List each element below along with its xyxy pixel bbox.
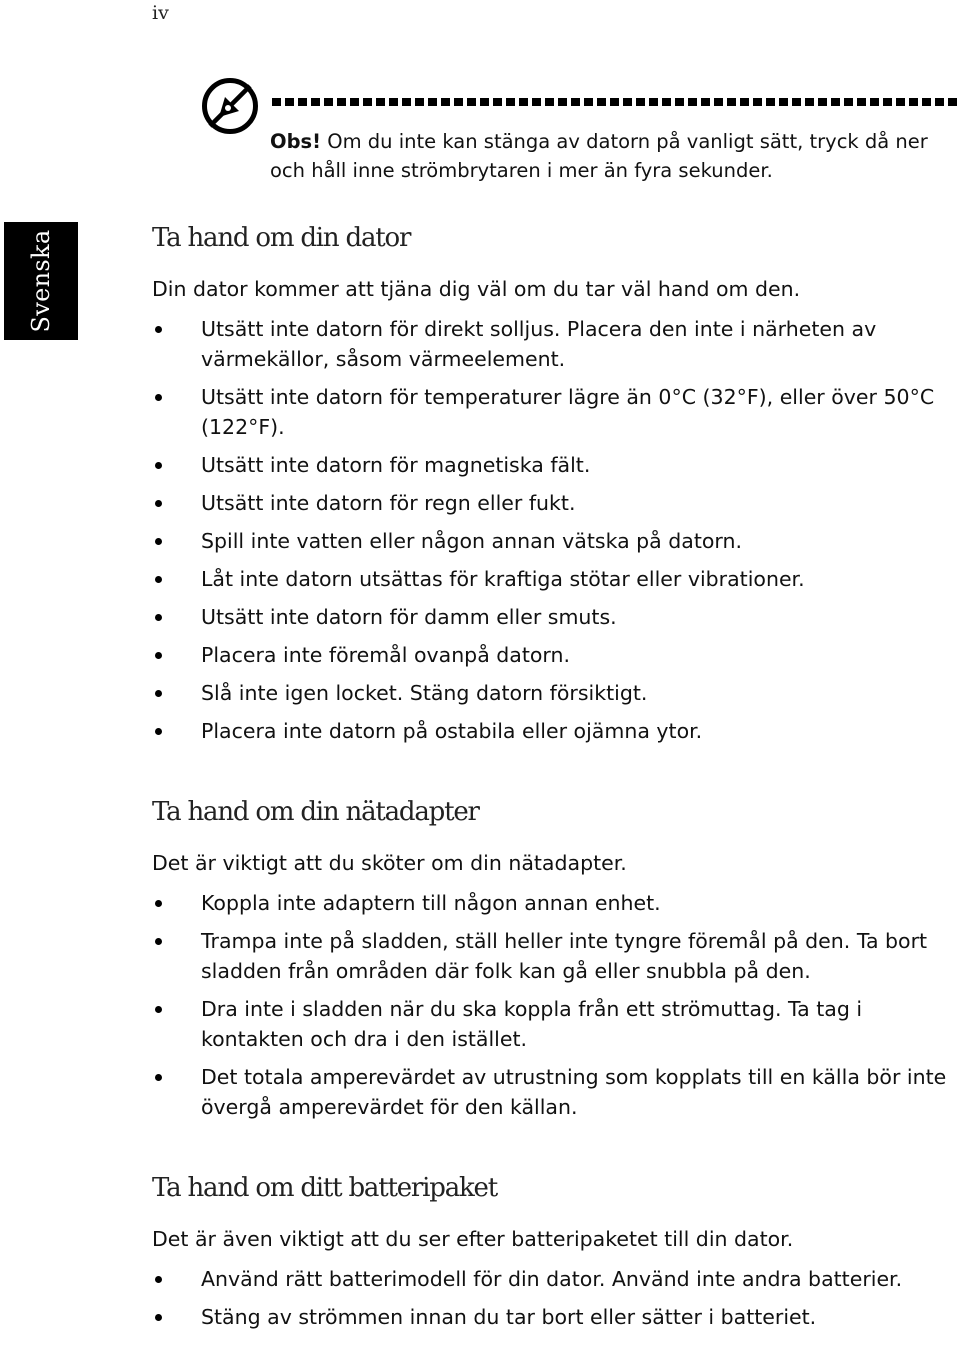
section-computer-care (152, 216, 958, 746)
list-item (152, 526, 958, 556)
list-item (152, 602, 958, 632)
bullet-icon (155, 1074, 162, 1081)
list-item-text: Spill inte vatten eller någon annan vätska på datorn. (201, 529, 742, 553)
bullet-icon (155, 1276, 162, 1283)
section-heading: Ta hand om din dator (152, 223, 411, 253)
list-item-text: Slå inte igen locket. Stäng datorn försiktigt. (201, 681, 648, 705)
list-item (152, 926, 958, 986)
list-item (152, 716, 958, 746)
bullet-icon (155, 1006, 162, 1013)
note-text (270, 127, 950, 185)
list-item (152, 1264, 958, 1294)
section-heading: Ta hand om din nätadapter (152, 797, 479, 827)
bullet-icon (155, 614, 162, 621)
bullet-icon (155, 576, 162, 583)
section-battery-care (152, 1166, 958, 1332)
bullet-icon (155, 938, 162, 945)
bullet-icon (155, 1314, 162, 1321)
bullet-icon (155, 462, 162, 469)
section-intro: Det är viktigt att du sköter om din nätadapter. (152, 851, 627, 875)
list-item-text: Trampa inte på sladden, ställ heller inte tyngre föremål på den. Ta bort sladden från områden där folk kan gå eller snubbla på den. (201, 929, 928, 983)
list-item-text: Det totala amperevärdet av utrustning som kopplats till en källa bör inte övergå amperevärdet för den källan. (201, 1065, 947, 1119)
section-heading: Ta hand om ditt batteripaket (152, 1173, 497, 1203)
bullet-icon (155, 326, 162, 333)
list-item-text: Utsätt inte datorn för temperaturer lägre än 0°C (32°F), eller över 50°C (122°F). (201, 385, 935, 439)
list-item (152, 488, 958, 518)
list-item-text: Placera inte föremål ovanpå datorn. (201, 643, 571, 667)
list-item-text: Utsätt inte datorn för direkt solljus. Placera den inte i närheten av värmekällor, såsom värmeelement. (201, 317, 877, 371)
page-number: iv (152, 2, 169, 24)
list-item (152, 314, 958, 374)
list-item-text: Utsätt inte datorn för regn eller fukt. (201, 491, 576, 515)
language-side-tab (4, 222, 78, 340)
list-item (152, 888, 958, 918)
note-body: Om du inte kan stänga av datorn på vanligt sätt, tryck då ner och håll inne strömbrytaren i mer än fyra sekunder. (270, 130, 928, 182)
list-item (152, 678, 958, 708)
list-item-text: Utsätt inte datorn för magnetiska fält. (201, 453, 591, 477)
list-item (152, 382, 958, 442)
page-content (152, 216, 958, 1368)
list-item (152, 1302, 958, 1332)
list-item-text: Använd rätt batterimodell för din dator. Använd inte andra batterier. (201, 1267, 903, 1291)
section-intro: Din dator kommer att tjäna dig väl om du tar väl hand om den. (152, 277, 801, 301)
bullet-icon (155, 728, 162, 735)
bullet-icon (155, 652, 162, 659)
list-item (152, 564, 958, 594)
bullet-icon (155, 394, 162, 401)
bullet-list (152, 314, 958, 746)
bullet-icon (155, 538, 162, 545)
list-item (152, 994, 958, 1054)
bullet-list (152, 1264, 958, 1332)
bullet-list (152, 888, 958, 1122)
list-item-text: Låt inte datorn utsättas för kraftiga stötar eller vibrationer. (201, 567, 805, 591)
section-adapter-care (152, 790, 958, 1122)
note-label: Obs! (270, 130, 322, 153)
language-tab-label: Svenska (27, 229, 55, 333)
bullet-icon (155, 500, 162, 507)
bullet-icon (155, 900, 162, 907)
list-item (152, 640, 958, 670)
list-item-text: Dra inte i sladden när du ska koppla från ett strömuttag. Ta tag i kontakten och dra i den istället. (201, 997, 863, 1051)
section-intro: Det är även viktigt att du ser efter batteripaketet till din dator. (152, 1227, 794, 1251)
pen-note-icon (201, 77, 259, 135)
list-item-text: Stäng av strömmen innan du tar bort eller sätter i batteriet. (201, 1305, 817, 1329)
list-item (152, 450, 958, 480)
list-item-text: Placera inte datorn på ostabila eller ojämna ytor. (201, 719, 703, 743)
bullet-icon (155, 690, 162, 697)
list-item-text: Utsätt inte datorn för damm eller smuts. (201, 605, 617, 629)
list-item-text: Koppla inte adaptern till någon annan enhet. (201, 891, 661, 915)
list-item (152, 1062, 958, 1122)
note-dotted-rule (272, 98, 960, 106)
